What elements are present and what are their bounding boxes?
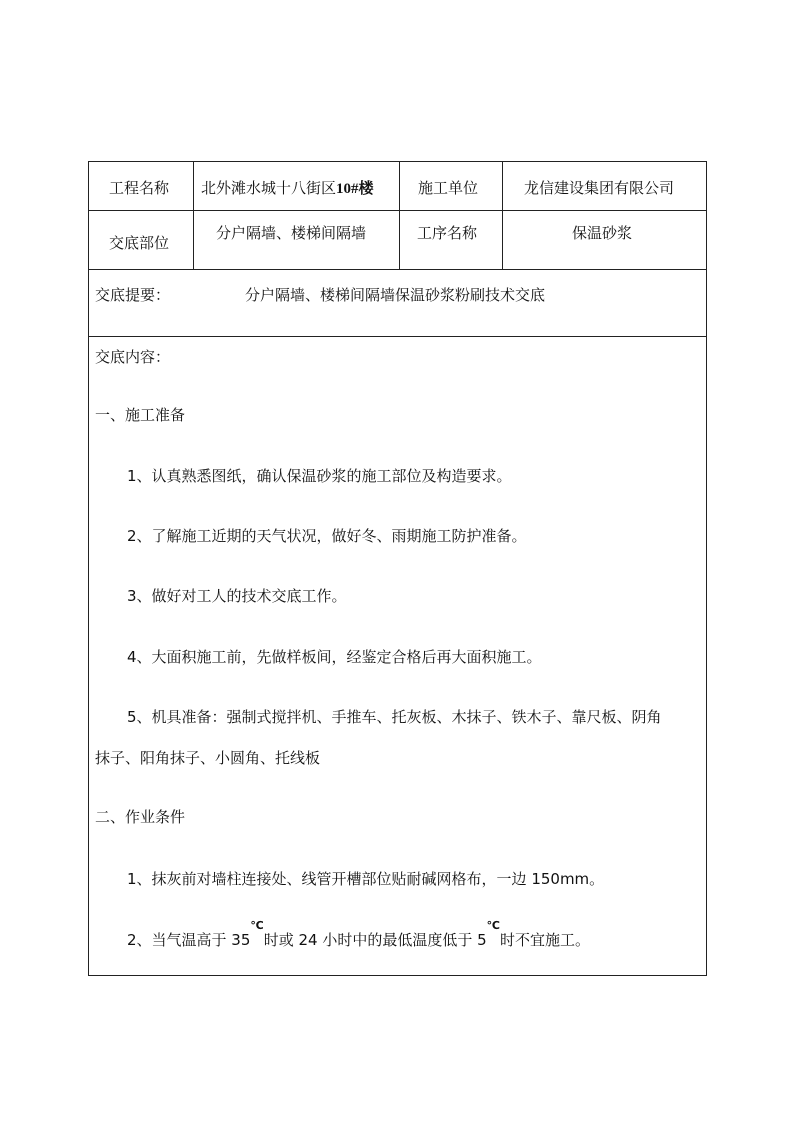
process-name-label: 工序名称 [417,224,478,242]
summary-text: 分户隔墙、楼梯间隔墙保温砂浆粉刷技术交底 [245,286,546,304]
handover-part-label: 交底部位 [109,234,170,252]
cell-project-name-value [193,162,399,210]
cell-process-name-label [399,211,502,269]
condition-item-1: 1、抹灰前对墙柱连接处、线管开槽部位贴耐碱网格布，一边 150mm。 [127,870,605,888]
summary-label: 交底提要： [95,286,171,304]
row-summary [89,270,706,337]
celsius-unit-2: ℃ [486,919,500,932]
condition-item-2-part3: 时不宜施工。 [500,931,591,949]
prep-item-3: 3、做好对工人的技术交底工作。 [127,587,347,605]
row-project [89,162,706,211]
process-name-value: 保温砂浆 [572,224,633,242]
cell-handover-part-label [89,211,193,269]
prep-item-5-line1: 5、机具准备：强制式搅拌机、手推车、托灰板、木抹子、铁木子、靠尺板、阴角 [127,708,662,726]
condition-item-2 [127,919,591,950]
project-name-label: 工程名称 [109,179,170,197]
construction-unit-value: 龙信建设集团有限公司 [524,179,675,197]
cell-process-name-value [502,211,708,269]
cell-construction-unit-label [399,162,502,210]
section-prep-title: 一、施工准备 [95,406,186,424]
project-building-number: 10#楼 [336,181,374,197]
prep-item-2: 2、了解施工近期的天气状况，做好冬、雨期施工防护准备。 [127,527,527,545]
project-name-value [201,177,374,198]
row-content [89,337,706,975]
row-handover-part [89,211,706,270]
prep-item-5-line2: 抹子、阳角抹子、小圆角、托线板 [95,749,321,767]
handover-table [88,161,707,976]
content-label: 交底内容： [95,348,171,366]
project-name-text: 北外滩水城十八街区 [201,179,337,197]
prep-item-4: 4、大面积施工前，先做样板间，经鉴定合格后再大面积施工。 [127,648,542,666]
cell-construction-unit-value [502,162,708,210]
cell-handover-part-value [193,211,399,269]
handover-part-value: 分户隔墙、楼梯间隔墙 [216,224,367,242]
cell-project-name-label [89,162,193,210]
section-conditions-title: 二、作业条件 [95,808,186,826]
prep-item-1: 1、认真熟悉图纸，确认保温砂浆的施工部位及构造要求。 [127,467,512,485]
celsius-unit-1: ℃ [250,919,264,932]
condition-item-2-part2: 时或 24 小时中的最低温度低于 5 [263,931,487,949]
construction-unit-label: 施工单位 [418,179,479,197]
condition-item-2-part1: 2、当气温高于 35 [127,931,251,949]
